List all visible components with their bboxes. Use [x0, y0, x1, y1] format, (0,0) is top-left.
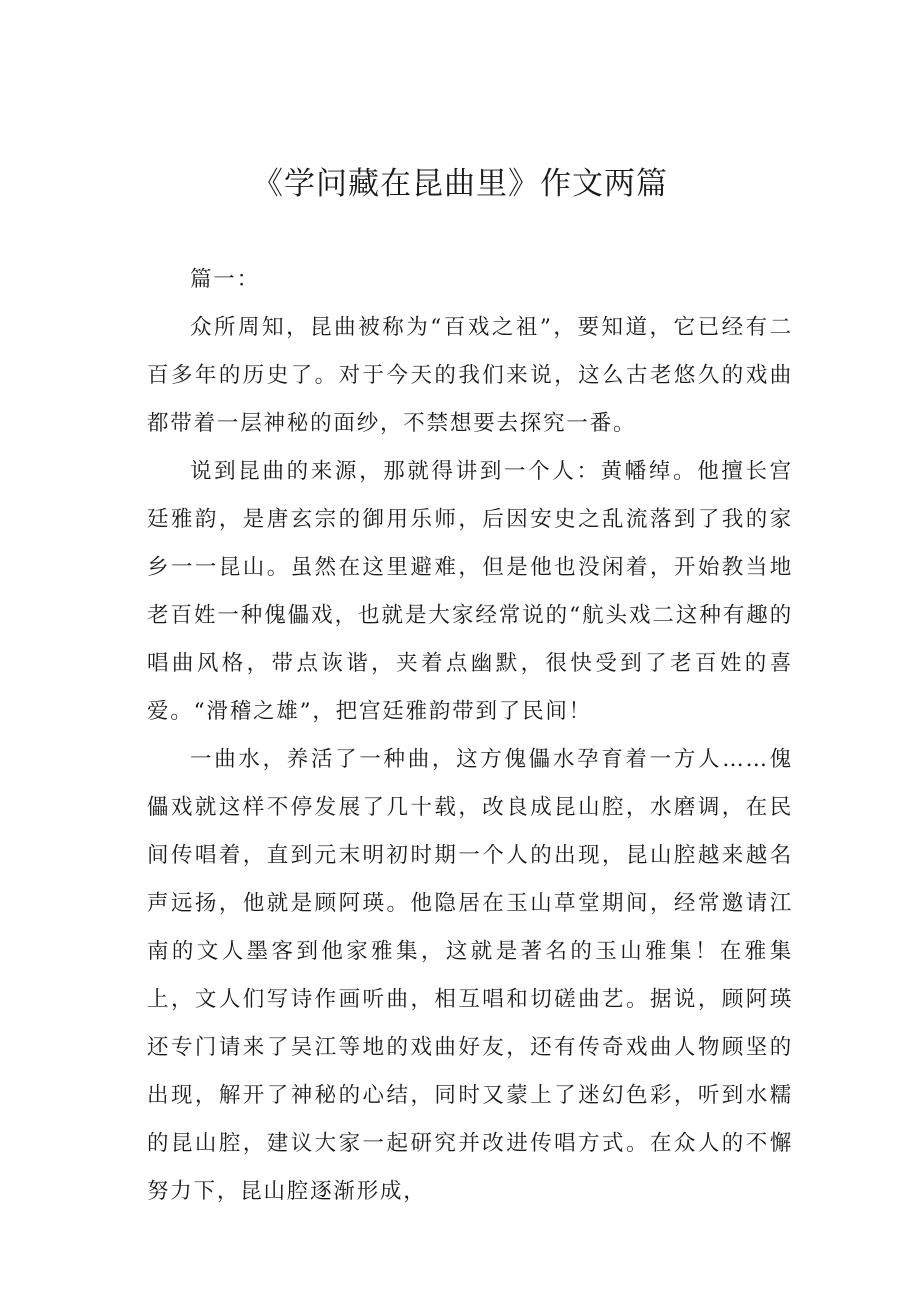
document-title: 《学问藏在昆曲里》作文两篇: [252, 166, 668, 202]
section-label: 篇一：: [190, 267, 260, 292]
paragraph-1: 众所周知，昆曲被称为“百戏之祖”，要知道，它已经有二百多年的历史了。对于今天的我们来说，这么古老悠久的戏曲都带着一层神秘的面纱，不禁想要去探究一番。: [147, 315, 793, 436]
document-body: [147, 256, 793, 1216]
paragraph-2: 说到昆曲的来源，那就得讲到一个人：黄幡绰。他擅长宫廷雅韵，是唐玄宗的御用乐师，后因安史之乱流落到了我的家乡一一昆山。虽然在这里避难，但是他也没闲着，开始教当地老百姓一种傀儡戏，也就是大家经常说的“航头戏二这种有趣的唱曲风格，带点诙谐，夹着点幽默，很快受到了老百姓的喜爱。“滑稽之雄”，把宫廷雅韵带到了民间！: [147, 459, 793, 724]
paragraph-3: 一曲水，养活了一种曲，这方傀儡水孕育着一方人……傀儡戏就这样不停发展了几十载，改良成昆山腔，水磨调，在民间传唱着，直到元末明初时期一个人的出现，昆山腔越来越名声远扬，他就是顾阿瑛。他隐居在玉山草堂期间，经常邀请江南的文人墨客到他家雅集，这就是著名的玉山雅集！在雅集上，文人们写诗作画听曲，相互唱和切磋曲艺。据说，顾阿瑛还专门请来了吴江等地的戏曲好友，还有传奇戏曲人物顾坚的出现，解开了神秘的心结，同时又蒙上了迷幻色彩，听到水糯的昆山腔，建议大家一起研究并改进传唱方式。在众人的不懈努力下，昆山腔逐渐形成，: [147, 747, 793, 1204]
